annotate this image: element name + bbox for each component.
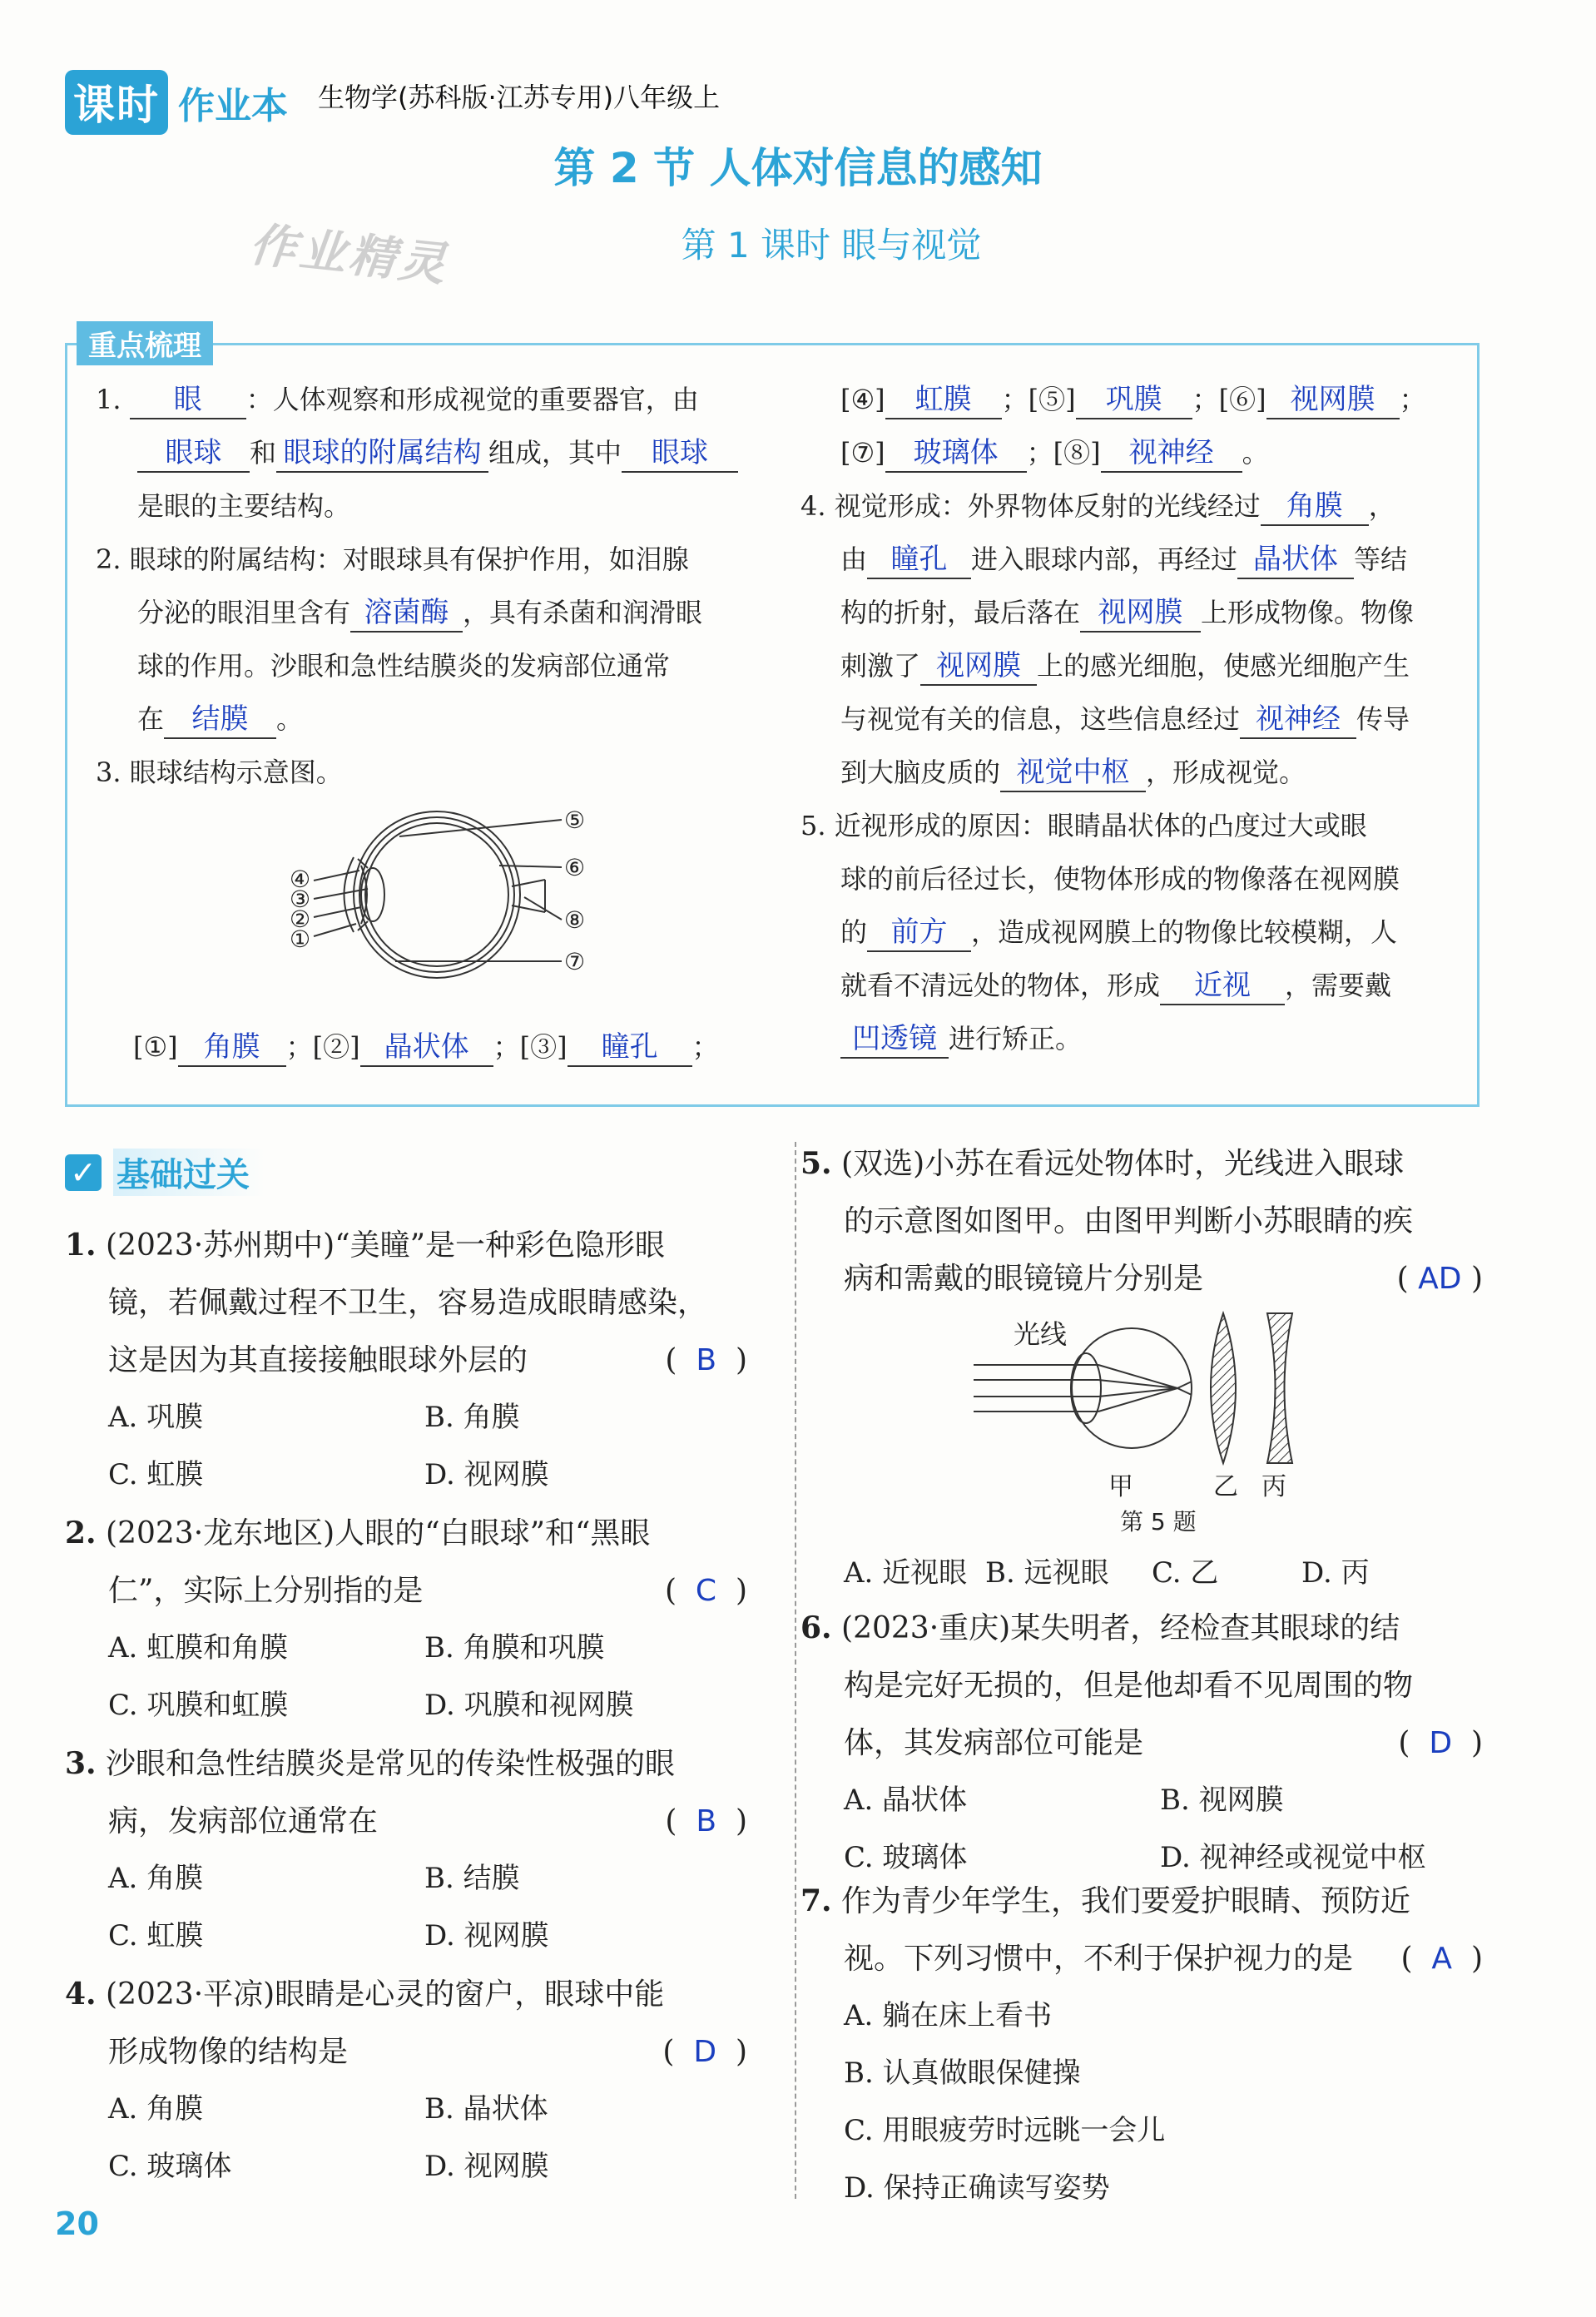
- question-text: 病和需戴的眼镜镜片分别是: [844, 1262, 1204, 1296]
- point-text: 与视觉有关的信息，这些信息经过: [840, 703, 1241, 735]
- point-2: [96, 533, 761, 586]
- paren: ): [1470, 1942, 1483, 1976]
- point-text: 的: [840, 916, 868, 948]
- question-text: 形成物像的结构是: [108, 2035, 349, 2069]
- question-3: [65, 1735, 747, 1965]
- convex-lens: [1211, 1313, 1236, 1463]
- answer-blank: 角膜: [1261, 488, 1369, 526]
- lesson-title: 第 1 课时 眼与视觉: [681, 225, 982, 265]
- point-text: 构的折射，最后落在: [840, 597, 1081, 628]
- answer-blank: 眼: [130, 381, 246, 419]
- point-text: 传导: [1356, 703, 1410, 735]
- point-number: 3.: [96, 757, 121, 788]
- point-4-line3: [840, 586, 1473, 639]
- point-5-line3: [840, 905, 1473, 959]
- answer-blank: 晶状体: [360, 1029, 493, 1067]
- question-text: 病，发病部位通常在: [108, 1804, 379, 1838]
- question-text: 体，其发病部位可能是: [844, 1726, 1144, 1760]
- option-b: B. 视网膜: [1160, 1784, 1284, 1817]
- answer-paren: [665, 1793, 747, 1850]
- question-text: (2023·苏州期中)“美瞳”是一种彩色隐形眼: [106, 1228, 666, 1263]
- point-text: 视觉形成：外界物体反射的光线经过: [834, 490, 1261, 522]
- answer-blank: 前方: [867, 914, 971, 952]
- option-c: C. 虹膜: [108, 1919, 204, 1952]
- paren: (: [665, 1804, 677, 1838]
- option-a: A. 虹膜和角膜: [108, 1631, 289, 1665]
- diagram-label: ⑦: [564, 948, 586, 975]
- basics-label: 基础过关: [113, 1149, 265, 1196]
- column-divider: [795, 1142, 796, 2199]
- paren: (: [1400, 1942, 1413, 1976]
- option-b: B. 结膜: [424, 1862, 520, 1895]
- diagram-label: ⑥: [564, 854, 586, 881]
- point-4-line2: [840, 533, 1473, 586]
- point-4-line6: [840, 746, 1473, 799]
- answer-blank: 瞳孔: [867, 541, 971, 579]
- watermark: 作业精灵: [246, 217, 452, 293]
- answer-blank: 视神经: [1240, 701, 1356, 739]
- answer-paren: [665, 1562, 747, 1620]
- diagram-label: ③: [290, 886, 311, 913]
- question-number: 3.: [65, 1746, 97, 1781]
- concave-lens: [1267, 1313, 1292, 1463]
- diagram-label: ②: [290, 905, 311, 933]
- diagram-label: ①: [290, 925, 311, 953]
- figure-yi: 乙: [1213, 1472, 1238, 1501]
- book-title: 生物学(苏科版·江苏专用)八年级上: [318, 82, 721, 113]
- brand-logo: [65, 70, 288, 135]
- question-text: 沙眼和急性结膜炎是常见的传染性极强的眼: [106, 1747, 676, 1781]
- answer: A: [1431, 1942, 1453, 1976]
- question-5: [800, 1135, 1483, 1307]
- point-3: [96, 746, 343, 799]
- option-c: C. 玻璃体: [844, 1841, 968, 1874]
- point-5: [800, 799, 1466, 852]
- figure-5: [974, 1305, 1356, 1538]
- question-text: (2023·龙东地区)人眼的“白眼球”和“黑眼: [106, 1516, 651, 1550]
- point-text: 分泌的眼泪里含有: [137, 597, 351, 628]
- option-a: A. 巩膜: [108, 1401, 204, 1434]
- paren: (: [1396, 1262, 1409, 1296]
- answer: D: [1429, 1726, 1453, 1760]
- diagram-label: ⑤: [564, 806, 586, 834]
- question-text: (双选)小苏在看远处物体时，光线进入眼球: [841, 1147, 1405, 1181]
- question-text: (2023·平凉)眼睛是心灵的窗户，眼球中能: [106, 1977, 665, 2012]
- answer-blank: 溶菌酶: [350, 594, 463, 633]
- answer-blank: 眼球的附属结构: [276, 434, 488, 473]
- point-text: 进行矫正。: [949, 1023, 1083, 1054]
- option-c: C. 乙: [1152, 1556, 1219, 1590]
- option-b: B. 角膜和巩膜: [424, 1631, 605, 1665]
- option-d: D. 巩膜和视网膜: [424, 1689, 634, 1722]
- fill-mark: [⑥]: [1218, 384, 1266, 415]
- question-4: [65, 1966, 747, 2195]
- question-text: (2023·重庆)某失明者，经检查其眼球的结: [841, 1611, 1400, 1645]
- point-text: ，形成视觉。: [1146, 757, 1306, 788]
- separator: ；: [691, 1031, 719, 1063]
- question-number: 7.: [800, 1883, 832, 1918]
- fill-mark: [①]: [133, 1031, 178, 1063]
- answer-blank: 眼球: [137, 434, 250, 473]
- point-2-line2: [137, 586, 770, 639]
- point-text: ，: [1368, 490, 1395, 522]
- point-text: 就看不清远处的物体，形成: [840, 970, 1161, 1001]
- point-text: 。: [276, 703, 304, 735]
- answer: AD: [1418, 1262, 1462, 1296]
- figure-caption: 第 5 题: [1120, 1508, 1197, 1536]
- separator: ；: [1399, 384, 1426, 415]
- fill-mark: [②]: [312, 1031, 360, 1063]
- point-1: [96, 373, 745, 426]
- point-text: 和: [250, 437, 277, 469]
- answer-blank: 视觉中枢: [1000, 754, 1146, 792]
- question-number: 5.: [800, 1146, 832, 1181]
- point-text: 进入眼球内部，再经过: [971, 543, 1238, 575]
- point-text: 等结: [1354, 543, 1408, 575]
- point-text: 眼球结构示意图。: [129, 757, 343, 788]
- option-d: D. 视神经或视觉中枢: [1160, 1841, 1426, 1874]
- point-4-line4: [840, 639, 1473, 692]
- figure-jia: 甲: [1108, 1472, 1133, 1501]
- option-c: C. 用眼疲劳时远眺一会儿: [844, 2114, 1166, 2147]
- paren: ): [735, 1343, 747, 1377]
- diagram-label: ④: [290, 866, 311, 893]
- answer-blank: 晶状体: [1237, 541, 1354, 579]
- question-7: [800, 1873, 1483, 2217]
- point-text: ，造成视网膜上的物像比较模糊，人: [971, 916, 1398, 948]
- eye-fill-row-2: [840, 373, 1473, 426]
- fill-mark: [③]: [519, 1031, 568, 1063]
- check-icon: ✓: [65, 1154, 102, 1191]
- separator: ；: [1192, 384, 1219, 415]
- point-text: 上的感光细胞，使感光细胞产生: [1037, 650, 1410, 682]
- separator: ；: [1001, 384, 1028, 415]
- answer-paren: [662, 2023, 747, 2081]
- point-text: 近视形成的原因：眼睛晶状体的凸度过大或眼: [834, 810, 1367, 841]
- paren: (: [662, 2035, 675, 2069]
- brand-badge: 课时: [65, 70, 168, 135]
- point-text: 在: [137, 703, 165, 735]
- answer-blank: 近视: [1160, 967, 1285, 1005]
- answer: D: [693, 2035, 717, 2069]
- paren: (: [1398, 1726, 1410, 1760]
- answer-paren: [665, 1332, 747, 1389]
- brand-text: 作业本: [178, 85, 288, 127]
- option-a: A. 角膜: [108, 1862, 204, 1895]
- answer-blank: 视网膜: [1266, 381, 1400, 419]
- answer-paren: [1398, 1714, 1483, 1772]
- question-number: 2.: [65, 1516, 97, 1550]
- point-text: ，具有杀菌和润滑眼: [463, 597, 703, 628]
- option-b: B. 认真做眼保健操: [844, 2057, 1081, 2090]
- option-c: C. 玻璃体: [108, 2150, 232, 2183]
- eye-fill-row-3: [840, 426, 1473, 479]
- point-5-line5: [840, 1012, 1473, 1065]
- question-6: [800, 1600, 1483, 1887]
- answer-blank: 瞳孔: [568, 1029, 692, 1067]
- fill-mark: [⑧]: [1053, 437, 1101, 469]
- fill-mark: [⑦]: [840, 437, 885, 469]
- question-text: 视。下列习惯中，不利于保护视力的是: [844, 1942, 1354, 1976]
- point-4: [800, 479, 1466, 533]
- point-text: 组成，其中: [488, 437, 622, 469]
- answer-blank: 巩膜: [1076, 381, 1192, 419]
- point-number: 5.: [800, 810, 826, 841]
- point-2-line4: [137, 692, 303, 746]
- question-text: 镜，若佩戴过程不卫生，容易造成眼睛感染，: [108, 1286, 708, 1320]
- basics-tag: [65, 1149, 265, 1196]
- option-c: C. 巩膜和虹膜: [108, 1689, 289, 1722]
- separator: 。: [1242, 437, 1269, 469]
- point-text: 由: [840, 543, 868, 575]
- paren: ): [735, 1804, 747, 1838]
- option-a: A. 晶状体: [844, 1784, 968, 1817]
- point-text: 眼球的附属结构：对眼球具有保护作用，如泪腺: [129, 543, 689, 575]
- answer: C: [695, 1574, 717, 1608]
- answer-paren: [1400, 1930, 1483, 1987]
- separator: ；: [1026, 437, 1053, 469]
- paren: ): [1470, 1726, 1483, 1760]
- question-text: 这是因为其直接接触眼球外层的: [108, 1343, 528, 1377]
- diagram-label: ⑧: [564, 906, 586, 934]
- option-b: B. 晶状体: [424, 2092, 548, 2126]
- paren: (: [664, 1574, 677, 1608]
- fill-mark: [⑤]: [1028, 384, 1076, 415]
- option-b: B. 角膜: [424, 1401, 520, 1434]
- option-d: D. 视网膜: [424, 2150, 549, 2183]
- option-a: A. 近视眼: [844, 1556, 968, 1590]
- answer-blank: 眼球: [622, 434, 738, 473]
- point-number: 1.: [96, 384, 121, 415]
- answer: B: [696, 1804, 717, 1838]
- paren: ): [735, 2035, 747, 2069]
- option-a: A. 躺在床上看书: [844, 1999, 1053, 2032]
- question-number: 4.: [65, 1977, 97, 2012]
- point-2-line3: 球的作用。沙眼和急性结膜炎的发病部位通常: [137, 650, 671, 682]
- option-b: B. 远视眼: [985, 1556, 1109, 1590]
- option-c: C. 虹膜: [108, 1458, 204, 1491]
- question-2: [65, 1505, 747, 1734]
- point-1-line3: 是眼的主要结构。: [137, 490, 351, 522]
- figure-bing: 丙: [1261, 1472, 1286, 1501]
- option-a: A. 角膜: [108, 2092, 204, 2126]
- answer-blank: 视网膜: [1080, 594, 1201, 633]
- point-number: 2.: [96, 543, 121, 575]
- answer-blank: 视网膜: [920, 647, 1037, 686]
- question-text: 仁”，实际上分别指的是: [108, 1574, 424, 1608]
- answer-blank: 玻璃体: [885, 434, 1027, 473]
- point-text: 刺激了: [840, 650, 921, 682]
- eye-diagram: [275, 799, 624, 999]
- page-number: 20: [55, 2205, 99, 2242]
- question-number: 1.: [65, 1228, 97, 1263]
- point-text: ：人体观察和形成视觉的重要器官，由: [245, 384, 699, 415]
- answer: B: [696, 1343, 717, 1377]
- paren: ): [735, 1574, 747, 1608]
- option-d: D. 丙: [1301, 1556, 1370, 1590]
- paren: (: [665, 1343, 677, 1377]
- question-number: 6.: [800, 1610, 832, 1645]
- option-d: D. 视网膜: [424, 1919, 549, 1952]
- point-4-line5: [840, 692, 1473, 746]
- paren: ): [1470, 1262, 1483, 1296]
- question-text: 作为青少年学生，我们要爱护眼睛、预防近: [841, 1884, 1411, 1918]
- point-text: ，需要戴: [1285, 970, 1392, 1001]
- question-text: 构是完好无损的，但是他却看不见周围的物: [844, 1669, 1414, 1703]
- option-d: D. 保持正确读写姿势: [844, 2171, 1110, 2205]
- answer-blank: 视神经: [1101, 434, 1242, 473]
- question-1: [65, 1217, 747, 1504]
- section-title: 第 2 节 人体对信息的感知: [553, 144, 1043, 192]
- point-text: 到大脑皮质的: [840, 757, 1001, 788]
- separator: ；: [493, 1031, 520, 1063]
- point-5-line4: [840, 959, 1473, 1012]
- eye-fill-row-1: [133, 1020, 766, 1074]
- answer-paren: [1397, 1250, 1483, 1307]
- point-1-line2: [137, 426, 753, 479]
- separator: ；: [285, 1031, 313, 1063]
- question-5-options: [844, 1545, 1476, 1602]
- answer-blank: 结膜: [164, 701, 276, 739]
- key-points-tag: 重点梳理: [77, 321, 213, 365]
- question-text: 的示意图如图甲。由图甲判断小苏眼睛的疾: [844, 1204, 1414, 1238]
- point-number: 4.: [800, 490, 826, 522]
- answer-blank: 角膜: [178, 1029, 286, 1067]
- point-5-line2: 球的前后径过长，使物体形成的物像落在视网膜: [840, 863, 1400, 895]
- answer-blank: 凹透镜: [840, 1020, 949, 1059]
- point-text: 上形成物像。物像: [1201, 597, 1415, 628]
- option-d: D. 视网膜: [424, 1458, 549, 1491]
- answer-blank: 虹膜: [885, 381, 1002, 419]
- fill-mark: [④]: [840, 384, 885, 415]
- figure-light-label: 光线: [1014, 1318, 1068, 1350]
